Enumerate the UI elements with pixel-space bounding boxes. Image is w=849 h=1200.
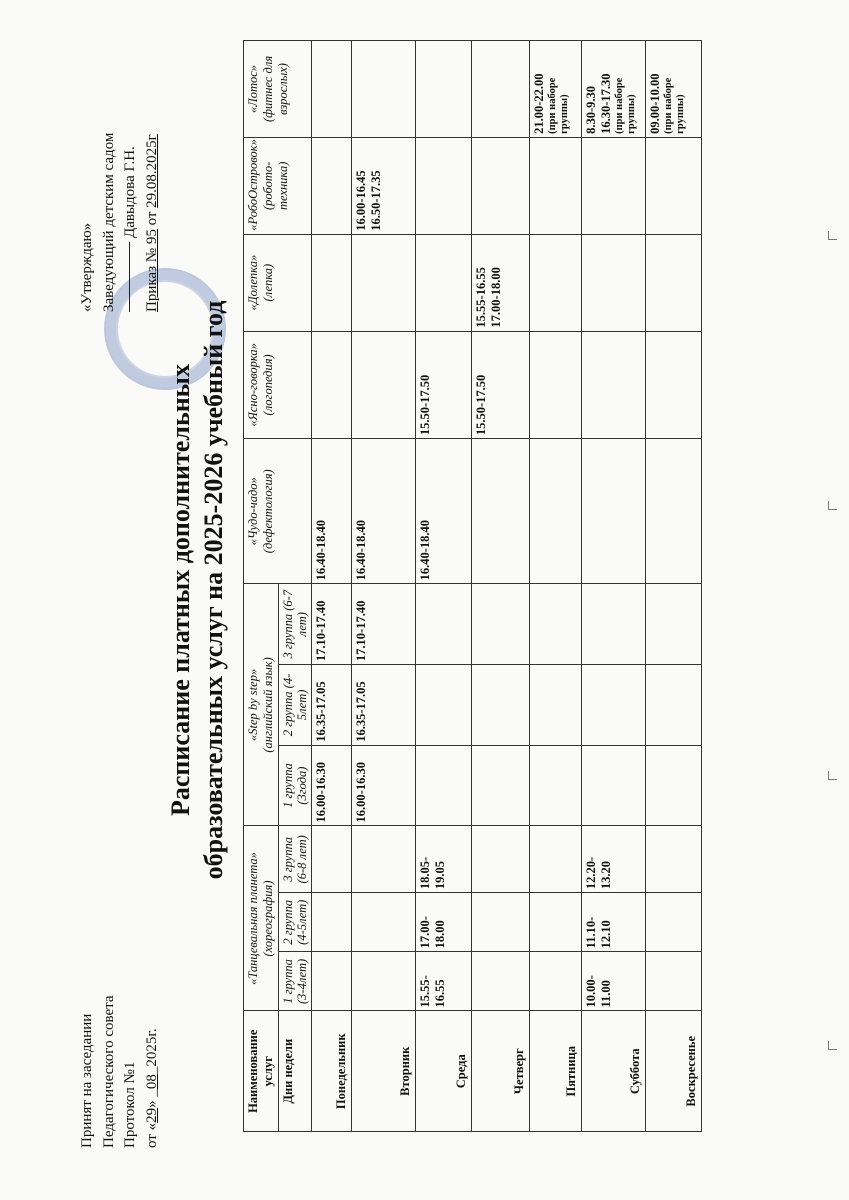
time-cell [416, 41, 472, 138]
approved-order: Приказ № 95 от 29.08.2025г [143, 134, 160, 312]
title-line-2: образовательных услуг на 2025-2026 учебный год [199, 300, 228, 880]
time-cell [416, 665, 472, 746]
time-cell [472, 584, 530, 665]
time-cell: 17.00-18.00 [416, 893, 472, 952]
accepted-block [77, 995, 163, 1148]
time-cell [352, 893, 416, 952]
table-row [530, 41, 582, 1132]
time-cell: 8.30-9.30 16.30-17.30 (при наборе группы) [582, 41, 646, 138]
time-cell [646, 439, 702, 584]
time-cell [312, 826, 352, 893]
time-cell [312, 952, 352, 1011]
day-cell: Суббота [582, 1011, 646, 1132]
time-cell [582, 137, 646, 234]
step-group-1: 1 группа (3года) [279, 745, 312, 826]
accepted-protocol: Протокол №1 [122, 1061, 138, 1148]
table-row [582, 41, 646, 1132]
time-cell [312, 893, 352, 952]
service-dance: «Танцевальная планета» (хореография) [244, 826, 279, 1011]
time-cell: 16.00-16.30 [352, 745, 416, 826]
signature-blank [129, 242, 130, 312]
time-cell [472, 665, 530, 746]
time-cell [582, 665, 646, 746]
time-cell [646, 584, 702, 665]
day-cell: Среда [416, 1011, 472, 1132]
time-cell [352, 826, 416, 893]
time-cell [646, 234, 702, 331]
approved-signature-line: Давыдова Г.Н. [120, 133, 142, 312]
table-row [472, 41, 530, 1132]
step-group-2: 2 группа (4-5лет) [279, 665, 312, 746]
time-cell: 16.40-18.40 [352, 439, 416, 584]
time-cell [416, 745, 472, 826]
scan-mark [828, 1041, 837, 1050]
time-cell [472, 41, 530, 138]
service-header-row [244, 41, 279, 1132]
title-line-1: Расписание платных дополнительных [166, 364, 195, 816]
time-cell [472, 826, 530, 893]
time-cell [472, 439, 530, 584]
time-cell [530, 952, 582, 1011]
time-cell [416, 234, 472, 331]
time-cell: 11.10-12.10 [582, 893, 646, 952]
time-cell [530, 893, 582, 952]
time-cell: 18.05-19.05 [416, 826, 472, 893]
time-cell [646, 826, 702, 893]
time-cell: 16.35-17.05 [312, 665, 352, 746]
time-cell [472, 952, 530, 1011]
time-cell [530, 331, 582, 439]
time-cell: 17.10-17.40 [312, 584, 352, 665]
table-row [646, 41, 702, 1132]
service-yasno: «Ясно-говорка» (логопедия) [244, 331, 312, 439]
service-header: Наименование услуг [244, 1011, 279, 1132]
time-cell [312, 234, 352, 331]
time-cell [646, 665, 702, 746]
table-row [416, 41, 472, 1132]
time-cell: 16.35-17.05 [352, 665, 416, 746]
time-cell: 15.55-16.55 17.00-18.00 [472, 234, 530, 331]
dance-group-3: 3 группа (6-8 лет) [279, 826, 312, 893]
time-cell [352, 234, 416, 331]
days-header: Дни недели [279, 1011, 312, 1132]
day-cell: Вторник [352, 1011, 416, 1132]
scan-mark [828, 771, 837, 780]
approved-line-1: «Утверждаю» [79, 222, 95, 312]
service-chudo: «Чудо-чадо» (дефектология) [244, 439, 312, 584]
time-cell [530, 234, 582, 331]
table-row [312, 41, 352, 1132]
time-cell [312, 331, 352, 439]
approved-block [77, 133, 163, 312]
time-cell: 21.00-22.00 (при наборе группы) [530, 41, 582, 138]
time-cell [472, 745, 530, 826]
time-cell: 15.55-16.55 [416, 952, 472, 1011]
time-cell [352, 952, 416, 1011]
time-cell [582, 234, 646, 331]
time-cell [312, 137, 352, 234]
time-cell [472, 893, 530, 952]
time-cell [352, 331, 416, 439]
time-cell: 15.50-17.50 [416, 331, 472, 439]
time-cell [646, 331, 702, 439]
day-cell: Четверг [472, 1011, 530, 1132]
service-lepka: «Долепка» (лепка) [244, 234, 312, 331]
service-lotos: «Лотос» (фитнес для взрослых) [244, 41, 312, 138]
schedule-table [243, 40, 702, 1132]
scan-mark [828, 501, 837, 510]
time-cell [530, 745, 582, 826]
time-cell [582, 439, 646, 584]
time-cell [530, 826, 582, 893]
scan-mark [828, 231, 837, 240]
time-cell [312, 41, 352, 138]
step-group-3: 3 группа (6-7 лет) [279, 584, 312, 665]
time-cell [582, 331, 646, 439]
time-cell: 16.40-18.40 [312, 439, 352, 584]
page-title [164, 160, 230, 1020]
time-cell [352, 41, 416, 138]
dance-group-1: 1 группа (3-4лет) [279, 952, 312, 1011]
time-cell: 10.00-11.00 [582, 952, 646, 1011]
time-cell [582, 745, 646, 826]
day-cell: Воскресенье [646, 1011, 702, 1132]
day-cell: Понедельник [312, 1011, 352, 1132]
time-cell [582, 584, 646, 665]
time-cell: 16.00-16.45 16.50-17.35 [352, 137, 416, 234]
time-cell [416, 137, 472, 234]
service-robo: «РобоОстровок» (робото-техника) [244, 137, 312, 234]
time-cell: 15.50-17.50 [472, 331, 530, 439]
time-cell [530, 665, 582, 746]
time-cell [472, 137, 530, 234]
time-cell [530, 137, 582, 234]
table-row [352, 41, 416, 1132]
time-cell: 16.00-16.30 [312, 745, 352, 826]
time-cell [646, 137, 702, 234]
service-step: «Step by step» (английский язык) [244, 584, 279, 826]
time-cell: 12.20-13.20 [582, 826, 646, 893]
approved-line-2: Заведующий детским садом [100, 132, 117, 312]
time-cell [530, 439, 582, 584]
time-cell: 09.00-10.00 (при наборе группы) [646, 41, 702, 138]
day-cell: Пятница [530, 1011, 582, 1132]
time-cell [646, 952, 702, 1011]
accepted-line-1: Принят на заседании [79, 1013, 95, 1148]
accepted-line-2: Педагогического совета [100, 995, 117, 1148]
time-cell: 16.40-18.40 [416, 439, 472, 584]
time-cell [416, 584, 472, 665]
time-cell [646, 893, 702, 952]
time-cell [530, 584, 582, 665]
accepted-date: от «29» _08_2025г. [143, 1028, 160, 1148]
time-cell: 17.10-17.40 [352, 584, 416, 665]
time-cell [646, 745, 702, 826]
dance-group-2: 2 группа (4-5лет) [279, 893, 312, 952]
